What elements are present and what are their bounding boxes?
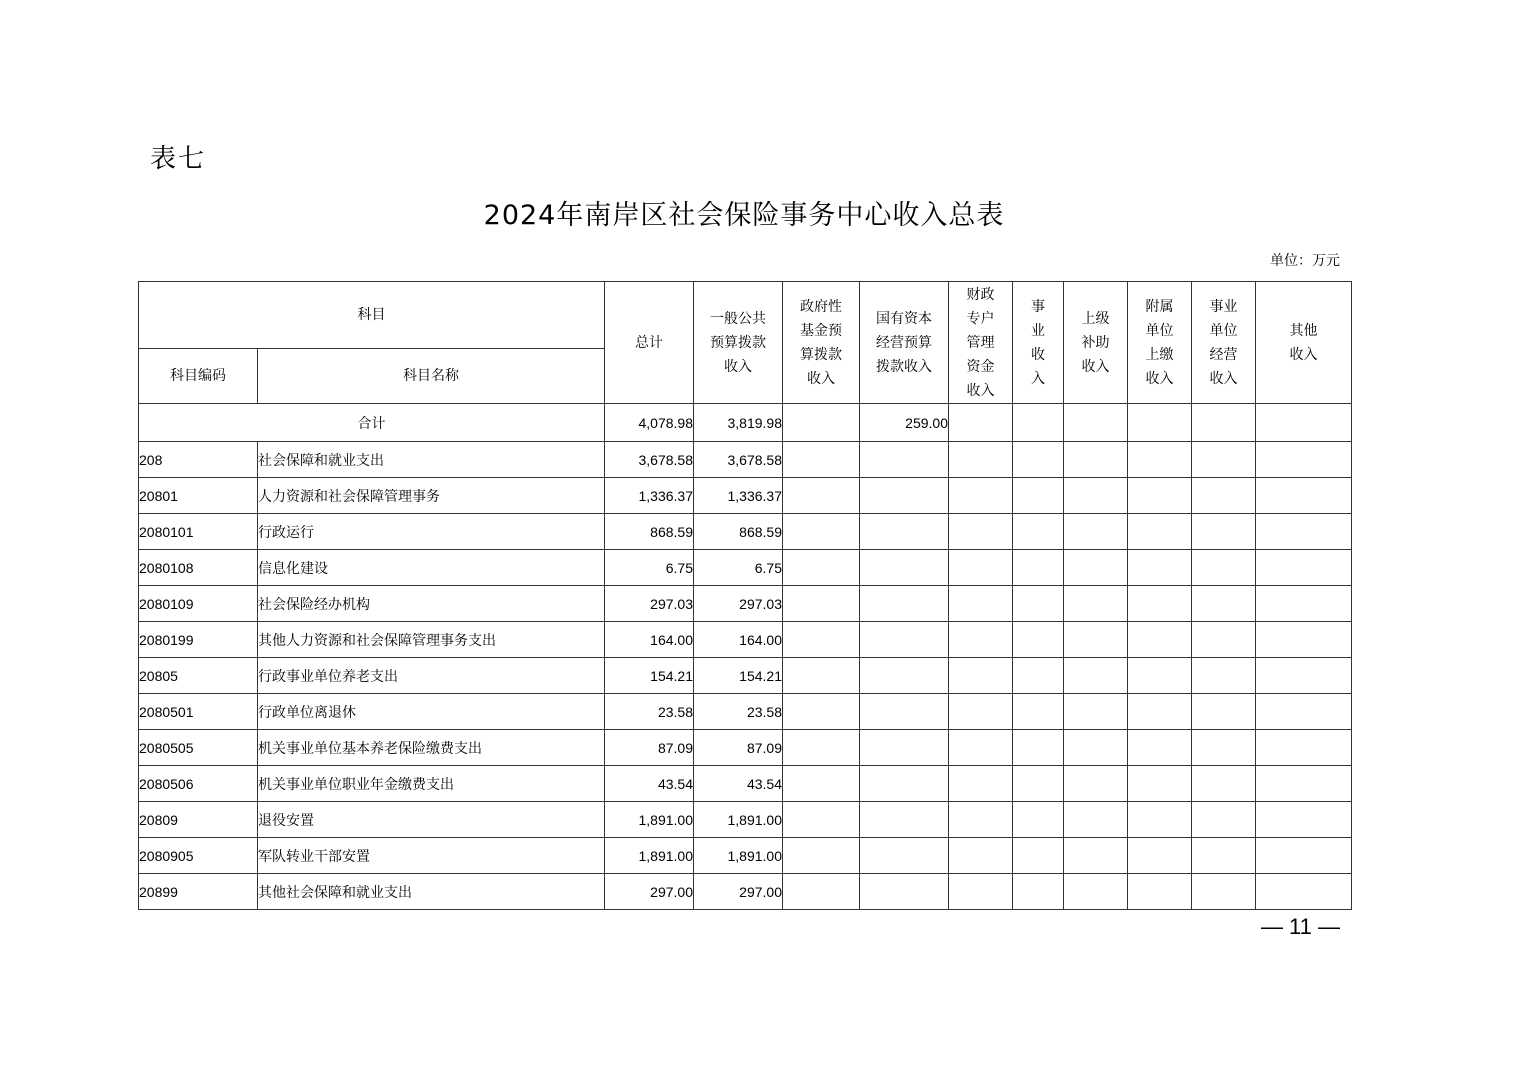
header-code: 科目编码 xyxy=(139,349,258,404)
general-budget-value: 1,891.00 xyxy=(694,838,783,874)
header-line: 总计 xyxy=(635,334,663,351)
empty-cell xyxy=(783,514,860,550)
empty-cell xyxy=(949,550,1013,586)
empty-cell xyxy=(783,478,860,514)
subject-code: 2080501 xyxy=(139,694,258,730)
header-col-special-account xyxy=(949,282,1013,404)
page-title: 2024年南岸区社会保险事务中心收入总表 xyxy=(483,200,1005,231)
table-row xyxy=(139,658,1352,694)
empty-cell xyxy=(949,838,1013,874)
empty-cell xyxy=(1256,874,1352,910)
table-row xyxy=(139,730,1352,766)
table-row xyxy=(139,442,1352,478)
header-line: 算拨款 xyxy=(800,346,842,363)
empty-cell xyxy=(1013,730,1064,766)
header-line: 收 xyxy=(1031,346,1045,363)
empty-cell xyxy=(949,874,1013,910)
empty-cell xyxy=(860,622,949,658)
header-col-superior-subsidy xyxy=(1064,282,1128,404)
empty-cell xyxy=(1192,766,1256,802)
general-budget-value: 868.59 xyxy=(694,514,783,550)
total-cell xyxy=(1192,404,1256,442)
subject-name: 机关事业单位职业年金缴费支出 xyxy=(258,766,605,802)
header-line: 收入 xyxy=(807,370,835,387)
empty-cell xyxy=(1256,838,1352,874)
total-cell xyxy=(1013,404,1064,442)
general-budget-value: 154.21 xyxy=(694,658,783,694)
table-row xyxy=(139,838,1352,874)
empty-cell xyxy=(1192,550,1256,586)
header-line: 单位 xyxy=(1209,322,1238,339)
empty-cell xyxy=(1128,874,1192,910)
header-col-gov-fund xyxy=(783,282,860,404)
total-value: 87.09 xyxy=(605,730,694,766)
subject-name: 行政运行 xyxy=(258,514,605,550)
empty-cell xyxy=(1128,730,1192,766)
empty-cell xyxy=(949,730,1013,766)
subject-name: 行政事业单位养老支出 xyxy=(258,658,605,694)
empty-cell xyxy=(860,442,949,478)
header-line: 上级 xyxy=(1081,310,1110,327)
subject-name: 退役安置 xyxy=(258,802,605,838)
empty-cell xyxy=(860,838,949,874)
header-col-operating-income xyxy=(1192,282,1256,404)
empty-cell xyxy=(1064,442,1128,478)
header-col-business-income xyxy=(1013,282,1064,404)
general-budget-value: 164.00 xyxy=(694,622,783,658)
empty-cell xyxy=(1013,622,1064,658)
subject-name: 行政单位离退休 xyxy=(258,694,605,730)
empty-cell xyxy=(1256,694,1352,730)
subject-code: 20899 xyxy=(139,874,258,910)
total-label: 合计 xyxy=(139,404,605,442)
subject-code: 2080505 xyxy=(139,730,258,766)
empty-cell xyxy=(1128,838,1192,874)
empty-cell xyxy=(783,766,860,802)
empty-cell xyxy=(1256,622,1352,658)
general-budget-value: 23.58 xyxy=(694,694,783,730)
empty-cell xyxy=(1013,442,1064,478)
total-value: 6.75 xyxy=(605,550,694,586)
empty-cell xyxy=(1064,478,1128,514)
header-subject: 科目 xyxy=(139,282,605,349)
empty-cell xyxy=(949,766,1013,802)
unit-label: 单位：万元 xyxy=(1270,253,1340,269)
empty-cell xyxy=(1256,550,1352,586)
empty-cell xyxy=(1013,658,1064,694)
empty-cell xyxy=(1256,586,1352,622)
subject-code: 2080109 xyxy=(139,586,258,622)
header-col-total xyxy=(605,282,694,404)
header-line: 财政 xyxy=(966,286,995,303)
general-budget-value: 3,678.58 xyxy=(694,442,783,478)
table-row xyxy=(139,766,1352,802)
total-value: 164.00 xyxy=(605,622,694,658)
empty-cell xyxy=(783,838,860,874)
empty-cell xyxy=(860,586,949,622)
empty-cell xyxy=(1192,658,1256,694)
empty-cell xyxy=(1064,622,1128,658)
empty-cell xyxy=(1256,802,1352,838)
empty-cell xyxy=(1064,730,1128,766)
empty-cell xyxy=(1128,694,1192,730)
header-col-general-budget xyxy=(694,282,783,404)
empty-cell xyxy=(783,730,860,766)
empty-cell xyxy=(1256,730,1352,766)
header-line: 业 xyxy=(1031,322,1045,339)
empty-cell xyxy=(1013,478,1064,514)
header-line: 政府性 xyxy=(800,298,842,315)
empty-cell xyxy=(783,622,860,658)
empty-cell xyxy=(860,550,949,586)
general-budget-value: 297.00 xyxy=(694,874,783,910)
empty-cell xyxy=(783,550,860,586)
empty-cell xyxy=(1256,514,1352,550)
empty-cell xyxy=(1064,586,1128,622)
empty-cell xyxy=(1256,658,1352,694)
header-line: 收入 xyxy=(966,382,995,399)
empty-cell xyxy=(1256,478,1352,514)
empty-cell xyxy=(1013,838,1064,874)
header-line: 事 xyxy=(1031,298,1045,315)
table-row xyxy=(139,550,1352,586)
empty-cell xyxy=(949,802,1013,838)
empty-cell xyxy=(1192,838,1256,874)
total-cell xyxy=(1128,404,1192,442)
subject-name: 信息化建设 xyxy=(258,550,605,586)
header-line: 收入 xyxy=(724,358,752,375)
subject-code: 2080108 xyxy=(139,550,258,586)
empty-cell xyxy=(1192,586,1256,622)
empty-cell xyxy=(1064,514,1128,550)
empty-cell xyxy=(1128,766,1192,802)
table-row xyxy=(139,478,1352,514)
header-col-affiliated-remit xyxy=(1128,282,1192,404)
empty-cell xyxy=(1013,802,1064,838)
empty-cell xyxy=(1128,442,1192,478)
header-line: 国有资本 xyxy=(876,310,932,327)
header-line: 管理 xyxy=(966,334,995,351)
total-cell: 4,078.98 xyxy=(605,404,694,442)
empty-cell xyxy=(1128,802,1192,838)
total-value: 1,891.00 xyxy=(605,838,694,874)
subject-name: 军队转业干部安置 xyxy=(258,838,605,874)
general-budget-value: 43.54 xyxy=(694,766,783,802)
subject-code: 2080905 xyxy=(139,838,258,874)
page-number: — 11 — xyxy=(1260,914,1340,939)
header-line: 单位 xyxy=(1145,322,1174,339)
empty-cell xyxy=(1256,442,1352,478)
total-value: 3,678.58 xyxy=(605,442,694,478)
header-line: 附属 xyxy=(1145,298,1174,315)
empty-cell xyxy=(783,586,860,622)
general-budget-value: 1,336.37 xyxy=(694,478,783,514)
empty-cell xyxy=(949,478,1013,514)
total-cell xyxy=(1256,404,1352,442)
empty-cell xyxy=(860,802,949,838)
total-value: 297.03 xyxy=(605,586,694,622)
empty-cell xyxy=(860,730,949,766)
subject-name: 社会保障和就业支出 xyxy=(258,442,605,478)
empty-cell xyxy=(1064,766,1128,802)
empty-cell xyxy=(1064,874,1128,910)
subject-code: 20805 xyxy=(139,658,258,694)
empty-cell xyxy=(783,802,860,838)
total-cell xyxy=(1064,404,1128,442)
header-line: 入 xyxy=(1031,370,1045,387)
header-line: 基金预 xyxy=(800,322,842,339)
header-line: 其他 xyxy=(1289,322,1318,339)
subject-code: 2080506 xyxy=(139,766,258,802)
empty-cell xyxy=(1128,550,1192,586)
subject-name: 人力资源和社会保障管理事务 xyxy=(258,478,605,514)
total-value: 297.00 xyxy=(605,874,694,910)
empty-cell xyxy=(1128,514,1192,550)
subject-code: 208 xyxy=(139,442,258,478)
empty-cell xyxy=(949,514,1013,550)
empty-cell xyxy=(860,514,949,550)
empty-cell xyxy=(949,622,1013,658)
empty-cell xyxy=(1013,694,1064,730)
general-budget-value: 87.09 xyxy=(694,730,783,766)
empty-cell xyxy=(1128,622,1192,658)
empty-cell xyxy=(1013,586,1064,622)
subject-name: 机关事业单位基本养老保险缴费支出 xyxy=(258,730,605,766)
header-line: 收入 xyxy=(1289,346,1318,363)
total-row xyxy=(139,404,1352,442)
empty-cell xyxy=(1064,694,1128,730)
empty-cell xyxy=(949,694,1013,730)
header-line: 资金 xyxy=(966,358,995,375)
empty-cell xyxy=(1013,874,1064,910)
table-label: 表七 xyxy=(150,144,207,174)
empty-cell xyxy=(1013,514,1064,550)
table-row xyxy=(139,622,1352,658)
empty-cell xyxy=(1064,802,1128,838)
header-line: 经营预算 xyxy=(876,334,932,351)
total-cell xyxy=(949,404,1013,442)
empty-cell xyxy=(783,442,860,478)
header-col-state-capital xyxy=(860,282,949,404)
subject-code: 20809 xyxy=(139,802,258,838)
total-value: 154.21 xyxy=(605,658,694,694)
subject-name: 其他社会保障和就业支出 xyxy=(258,874,605,910)
empty-cell xyxy=(1192,514,1256,550)
total-cell: 3,819.98 xyxy=(694,404,783,442)
total-value: 1,336.37 xyxy=(605,478,694,514)
header-name: 科目名称 xyxy=(258,349,605,404)
subject-name: 其他人力资源和社会保障管理事务支出 xyxy=(258,622,605,658)
empty-cell xyxy=(1192,874,1256,910)
empty-cell xyxy=(1192,730,1256,766)
header-line: 经营 xyxy=(1209,346,1238,363)
empty-cell xyxy=(1256,766,1352,802)
header-line: 专户 xyxy=(966,310,995,327)
income-summary-table xyxy=(138,281,1352,910)
table-row xyxy=(139,874,1352,910)
header-col-other-income xyxy=(1256,282,1352,404)
empty-cell xyxy=(783,658,860,694)
total-value: 43.54 xyxy=(605,766,694,802)
general-budget-value: 1,891.00 xyxy=(694,802,783,838)
header-line: 拨款收入 xyxy=(876,358,932,375)
empty-cell xyxy=(783,694,860,730)
subject-code: 2080101 xyxy=(139,514,258,550)
table-row xyxy=(139,694,1352,730)
header-line: 上缴 xyxy=(1145,346,1174,363)
empty-cell xyxy=(860,874,949,910)
empty-cell xyxy=(1064,658,1128,694)
empty-cell xyxy=(1192,442,1256,478)
empty-cell xyxy=(1192,694,1256,730)
empty-cell xyxy=(949,442,1013,478)
empty-cell xyxy=(1192,622,1256,658)
table-row xyxy=(139,586,1352,622)
empty-cell xyxy=(860,694,949,730)
header-line: 事业 xyxy=(1209,298,1238,315)
total-value: 23.58 xyxy=(605,694,694,730)
header-line: 收入 xyxy=(1081,358,1110,375)
total-value: 1,891.00 xyxy=(605,802,694,838)
header-line: 一般公共 xyxy=(710,310,766,327)
subject-name: 社会保险经办机构 xyxy=(258,586,605,622)
total-cell xyxy=(783,404,860,442)
total-cell: 259.00 xyxy=(860,404,949,442)
empty-cell xyxy=(949,586,1013,622)
empty-cell xyxy=(949,658,1013,694)
table-row xyxy=(139,802,1352,838)
empty-cell xyxy=(1013,766,1064,802)
empty-cell xyxy=(1192,802,1256,838)
general-budget-value: 6.75 xyxy=(694,550,783,586)
empty-cell xyxy=(860,658,949,694)
subject-code: 2080199 xyxy=(139,622,258,658)
subject-code: 20801 xyxy=(139,478,258,514)
header-line: 收入 xyxy=(1145,370,1174,387)
empty-cell xyxy=(1128,658,1192,694)
empty-cell xyxy=(1192,478,1256,514)
empty-cell xyxy=(1128,586,1192,622)
table-row xyxy=(139,514,1352,550)
empty-cell xyxy=(1128,478,1192,514)
empty-cell xyxy=(860,766,949,802)
header-line: 预算拨款 xyxy=(710,334,766,351)
total-value: 868.59 xyxy=(605,514,694,550)
header-line: 收入 xyxy=(1209,370,1238,387)
empty-cell xyxy=(860,478,949,514)
header-line: 补助 xyxy=(1081,334,1110,351)
empty-cell xyxy=(783,874,860,910)
general-budget-value: 297.03 xyxy=(694,586,783,622)
empty-cell xyxy=(1013,550,1064,586)
empty-cell xyxy=(1064,838,1128,874)
empty-cell xyxy=(1064,550,1128,586)
